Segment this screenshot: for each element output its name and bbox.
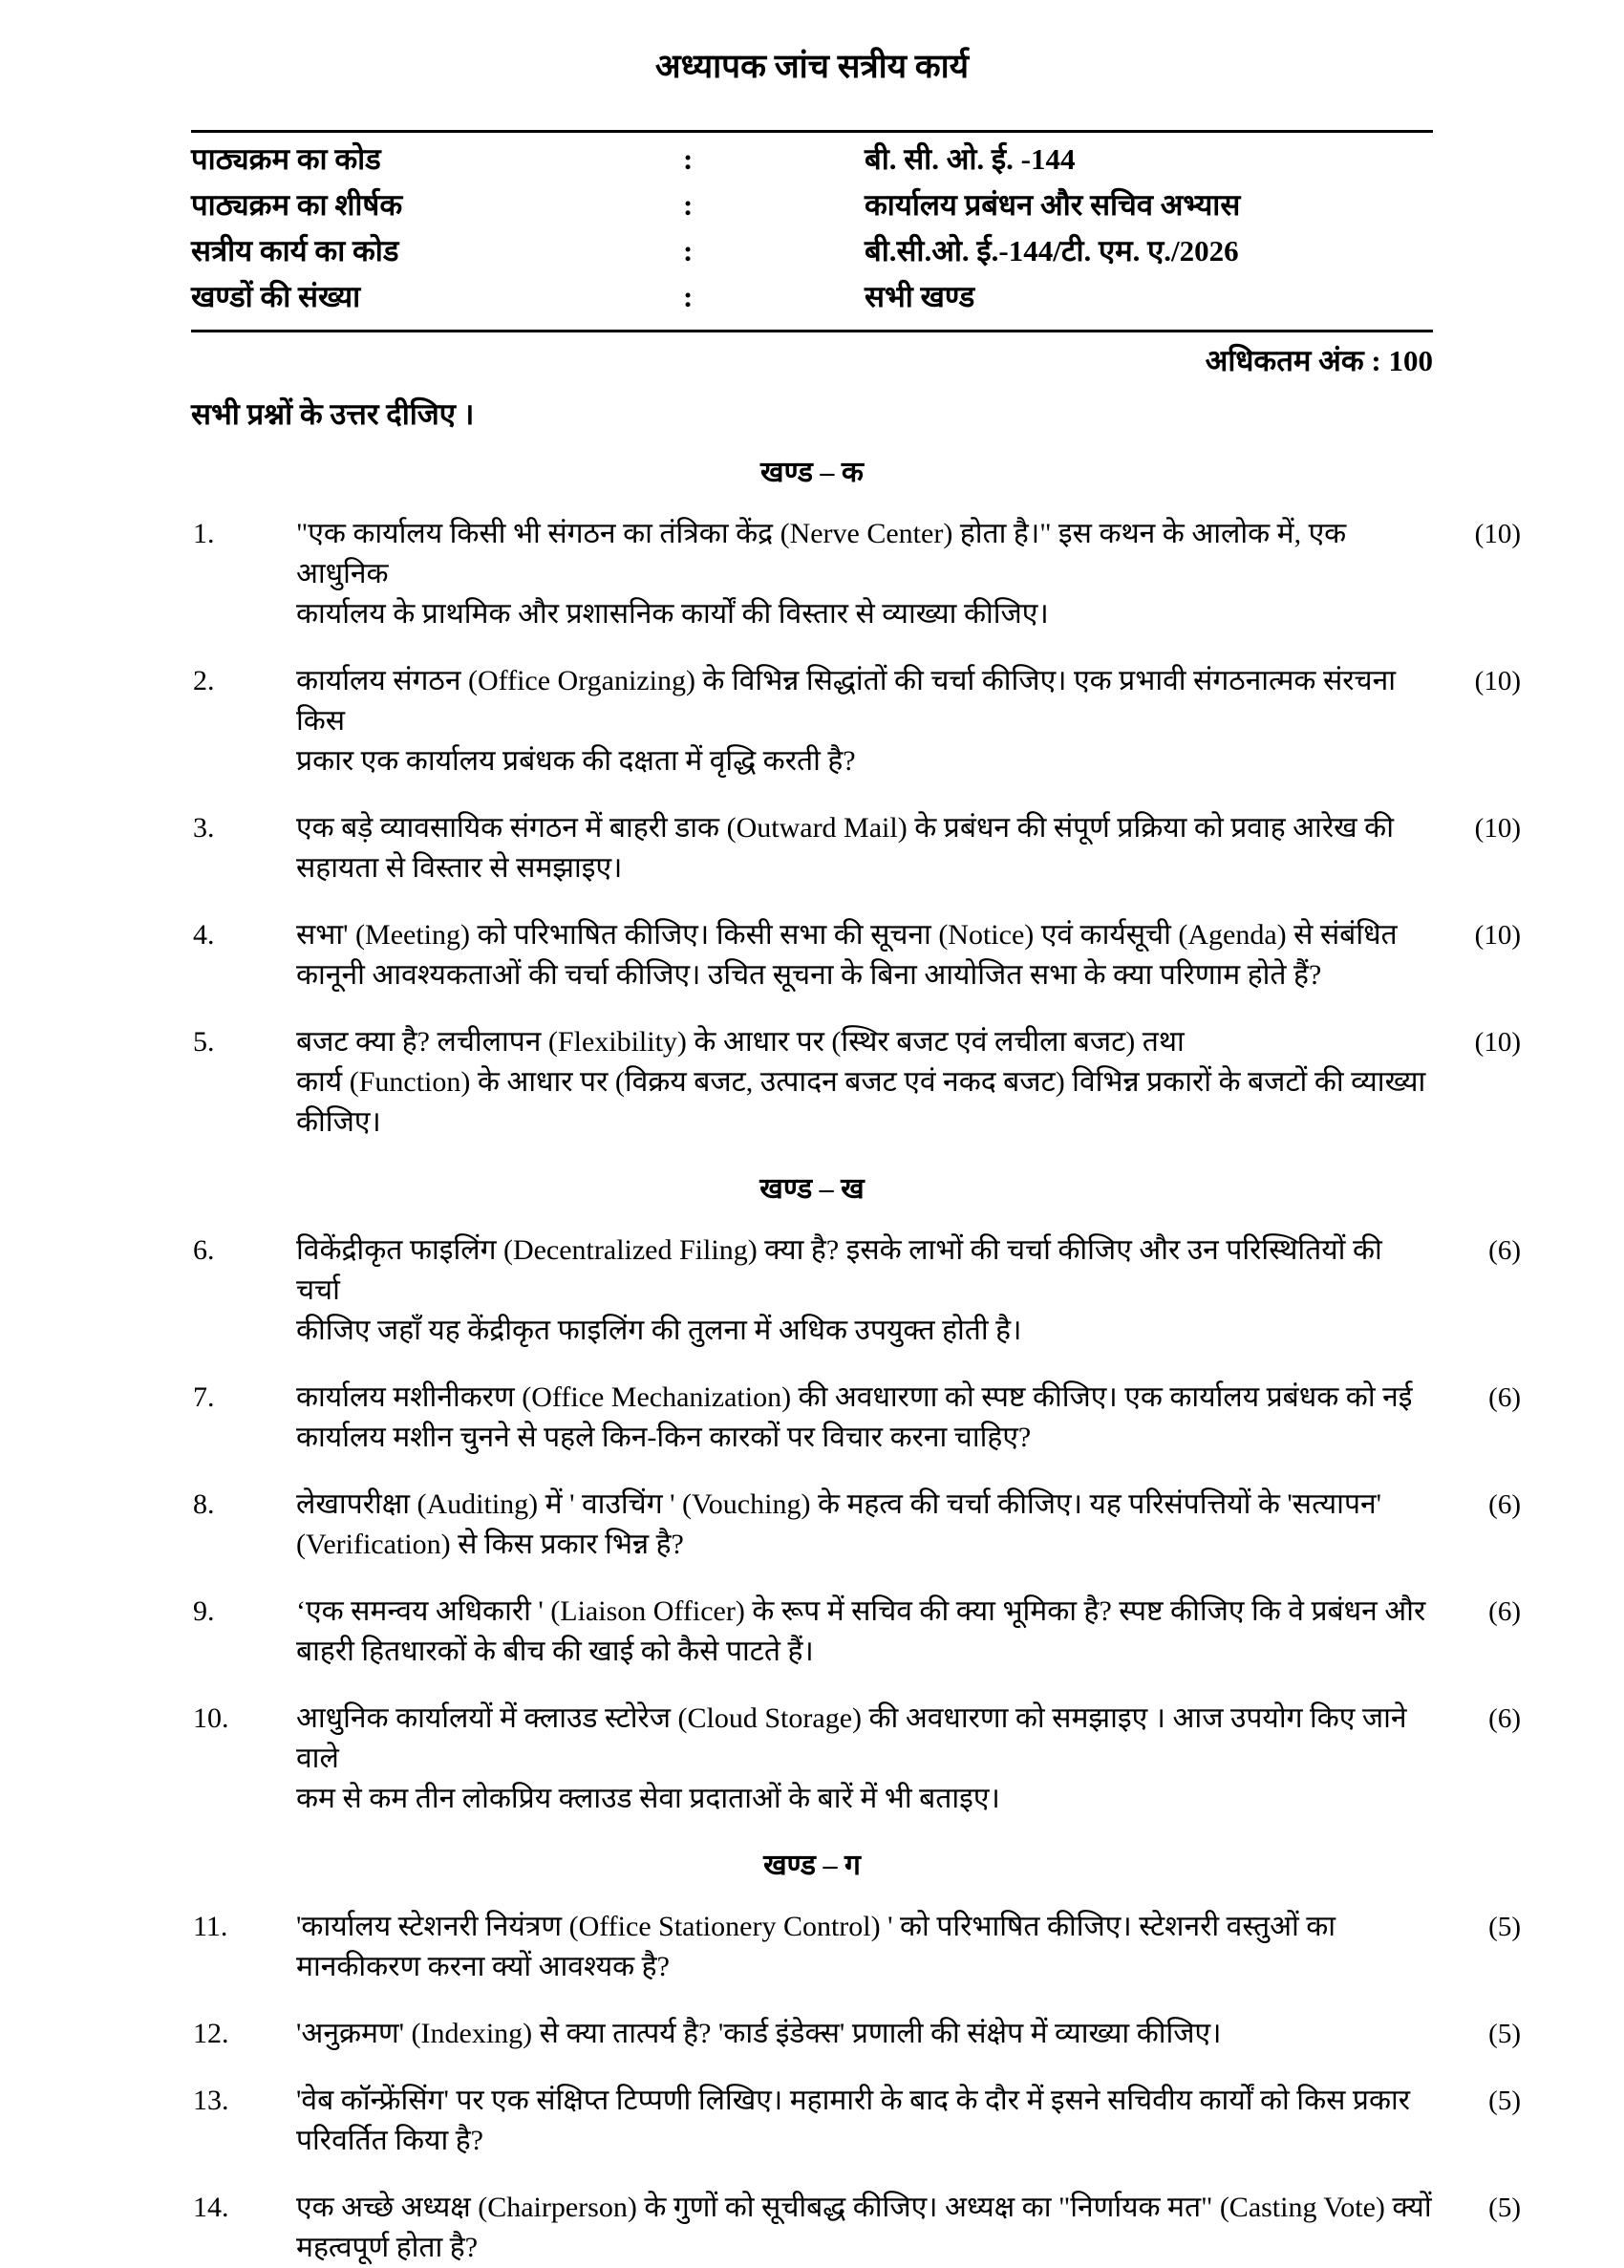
question-row	[191, 514, 1528, 634]
meta-label: पाठ्यक्रम का शीर्षक	[191, 188, 403, 222]
question-marks: (10)	[1474, 519, 1521, 549]
question-row	[191, 2014, 1528, 2054]
question-marks: (6)	[1488, 1382, 1521, 1413]
question-line: 'वेब कॉन्फ्रेंसिंग' पर एक संक्षिप्त टिप्पणी लिखिए। महामारी के बाद के दौर में इसने सचिवीय कार्यों को किस प्रकार	[296, 2085, 1411, 2116]
question-number: 5.	[193, 1026, 215, 1058]
question-number: 11.	[193, 1911, 228, 1942]
question-line: प्रकार एक कार्यालय प्रबंधक की दक्षता में वृद्धि करती है?	[296, 745, 856, 777]
question-number: 1.	[193, 518, 215, 549]
question-line: बजट क्या है? लचीलापन (Flexibility) के आधार पर (स्थिर बजट एवं लचीला बजट) तथा	[296, 1026, 1185, 1058]
meta-label: खण्डों की संख्या	[191, 280, 361, 313]
meta-value: सभी खण्ड	[865, 280, 975, 313]
question-line: सभा' (Meeting) को परिभाषित कीजिए। किसी सभा की सूचना (Notice) एवं कार्यसूची (Agenda) से संबंधित	[296, 919, 1398, 951]
question-number: 3.	[193, 812, 215, 844]
question-marks: (5)	[1488, 1912, 1521, 1942]
question-text	[296, 1378, 1433, 1458]
question-number: 13.	[193, 2085, 229, 2116]
section-header: खण्ड – क	[760, 457, 864, 488]
question-row	[191, 661, 1528, 781]
question-text	[296, 2014, 1433, 2054]
question-text	[296, 1592, 1433, 1672]
question-line: बाहरी हितधारकों के बीच की खाई को कैसे पाटते हैं।	[296, 1636, 814, 1667]
question-row	[191, 1699, 1528, 1819]
question-number: 14.	[193, 2192, 229, 2223]
question-row	[191, 1022, 1528, 1143]
question-line: कानूनी आवश्यकताओं की चर्चा कीजिए। उचित सूचना के बिना आयोजित सभा के क्या परिणाम होते हैं?	[296, 959, 1322, 991]
meta-label: सत्रीय कार्य का कोड	[191, 234, 399, 267]
question-marks: (10)	[1474, 920, 1521, 951]
question-line: (Verification) से किस प्रकार भिन्न है?	[296, 1529, 684, 1560]
question-number: 8.	[193, 1488, 215, 1520]
meta-value: बी.सी.ओ. ई.-144/टी. एम. ए./2026	[865, 234, 1239, 267]
question-marks: (5)	[1488, 2019, 1521, 2049]
question-marks: (6)	[1488, 1235, 1521, 1266]
question-line: कार्यालय के प्राथमिक और प्रशासनिक कार्यों की विस्तार से व्याख्या कीजिए।	[296, 598, 1049, 630]
question-text	[296, 1485, 1433, 1565]
question-row	[191, 1230, 1528, 1351]
question-row	[191, 1907, 1528, 1987]
question-marks: (5)	[1488, 2193, 1521, 2223]
meta-colon: :	[683, 188, 694, 222]
question-line: कार्य (Function) के आधार पर (विक्रय बजट, उत्पादन बजट एवं नकद बजट) विभिन्न प्रकारों के बजटों की व्याख्या	[296, 1066, 1426, 1098]
question-line: कार्यालय मशीन चुनने से पहले किन-किन कारकों पर विचार करना चाहिए?	[296, 1422, 1032, 1453]
question-marks: (10)	[1474, 1027, 1521, 1058]
sections	[191, 453, 1528, 2268]
question-marks: (5)	[1488, 2086, 1521, 2116]
question-line: ‘एक समन्वय अधिकारी ' (Liaison Officer) के रूप में सचिव की क्या भूमिका है? स्पष्ट कीजिए कि वे प्रबंधन और	[296, 1595, 1426, 1627]
question-row	[191, 2081, 1528, 2161]
question-row	[191, 808, 1528, 888]
meta-value: कार्यालय प्रबंधन और सचिव अभ्यास	[865, 188, 1241, 222]
question-text	[296, 1907, 1433, 1987]
question-line: कार्यालय संगठन (Office Organizing) के विभिन्न सिद्धांतों की चर्चा कीजिए। एक प्रभावी संगठनात्मक संरचना किस	[296, 665, 1396, 737]
question-row	[191, 2188, 1528, 2268]
question-number: 10.	[193, 1702, 229, 1734]
question-line: परिवर्तित किया है?	[296, 2125, 483, 2156]
section-header: खण्ड – ग	[763, 1850, 861, 1881]
question-text	[296, 1022, 1433, 1143]
question-text	[296, 1230, 1433, 1351]
meta-colon: :	[683, 142, 694, 176]
question-marks: (6)	[1488, 1703, 1521, 1734]
header-rule-bottom	[191, 330, 1433, 332]
question-line: मानकीकरण करना क्यों आवश्यक है?	[296, 1951, 670, 1982]
question-text	[296, 661, 1433, 781]
question-number: 7.	[193, 1381, 215, 1413]
question-text	[296, 2188, 1433, 2268]
question-text	[296, 514, 1433, 634]
meta-row-course-code	[191, 137, 1433, 182]
max-marks: अधिकतम अंक : 100	[1205, 344, 1433, 377]
meta-row-course-title	[191, 182, 1433, 228]
question-text	[296, 915, 1433, 995]
question-marks: (10)	[1474, 813, 1521, 844]
question-row	[191, 915, 1528, 995]
question-line: कीजिए।	[296, 1106, 381, 1138]
question-line: एक बड़े व्यावसायिक संगठन में बाहरी डाक (Outward Mail) के प्रबंधन की संपूर्ण प्रक्रिया को प्रवाह आरेख की	[296, 812, 1394, 844]
question-line: लेखापरीक्षा (Auditing) में ' वाउचिंग ' (Vouching) के महत्व की चर्चा कीजिए। यह परिसंपत्तियों के 'सत्यापन'	[296, 1488, 1382, 1520]
question-text	[296, 808, 1433, 888]
instruction: सभी प्रश्नों के उत्तर दीजिए ।	[191, 397, 475, 431]
question-number: 2.	[193, 665, 215, 696]
question-number: 12.	[193, 2018, 229, 2049]
course-meta-table	[191, 137, 1433, 320]
question-number: 6.	[193, 1234, 215, 1266]
meta-row-assignment-code	[191, 228, 1433, 274]
question-line: विकेंद्रीकृत फाइलिंग (Decentralized Filing) क्या है? इसके लाभों की चर्चा कीजिए और उन परिस्थितियों की चर्चा	[296, 1234, 1382, 1306]
question-row	[191, 1378, 1528, 1458]
question-line: 'कार्यालय स्टेशनरी नियंत्रण (Office Stationery Control) ' को परिभाषित कीजिए। स्टेशनरी वस्तुओं का	[296, 1911, 1336, 1942]
question-marks: (6)	[1488, 1489, 1521, 1520]
question-row	[191, 1485, 1528, 1565]
meta-value: बी. सी. ओ. ई. -144	[865, 142, 1076, 176]
page-title: अध्यापक जांच सत्रीय कार्य	[654, 48, 970, 85]
question-line: "एक कार्यालय किसी भी संगठन का तंत्रिका केंद्र (Nerve Center) होता है।" इस कथन के आलोक में, एक आधुनिक	[296, 518, 1347, 589]
question-line: आधुनिक कार्यालयों में क्लाउड स्टोरेज (Cloud Storage) की अवधारणा को समझाइए । आज उपयोग किए जाने वाले	[296, 1702, 1407, 1774]
meta-row-section-count	[191, 274, 1433, 320]
question-line: सहायता से विस्तार से समझाइए।	[296, 852, 623, 884]
meta-colon: :	[683, 280, 694, 313]
question-text	[296, 2081, 1433, 2161]
meta-label: पाठ्यक्रम का कोड	[191, 142, 381, 176]
question-number: 4.	[193, 919, 215, 951]
question-number: 9.	[193, 1595, 215, 1627]
question-line: कार्यालय मशीनीकरण (Office Mechanization) की अवधारणा को स्पष्ट कीजिए। एक कार्यालय प्रबंधक को नई	[296, 1381, 1413, 1413]
question-line: 'अनुक्रमण' (Indexing) से क्या तात्पर्य है? 'कार्ड इंडेक्स' प्रणाली की संक्षेप में व्याख्या कीजिए।	[296, 2018, 1222, 2049]
question-line: कम से कम तीन लोकप्रिय क्लाउड सेवा प्रदाताओं के बारें में भी बताइए।	[296, 1783, 1000, 1814]
question-line: एक अच्छे अध्यक्ष (Chairperson) के गुणों को सूचीबद्ध कीजिए। अध्यक्ष का "निर्णायक मत" (Casting Vote) क्यों	[296, 2192, 1432, 2223]
question-line: महत्वपूर्ण होता है?	[296, 2232, 479, 2263]
question-marks: (6)	[1488, 1596, 1521, 1627]
question-line: कीजिए जहाँ यह केंद्रीकृत फाइलिंग की तुलना में अधिक उपयुक्त होती है।	[296, 1315, 1022, 1346]
header-rule-top	[191, 130, 1433, 133]
meta-colon: :	[683, 234, 694, 267]
question-text	[296, 1699, 1433, 1819]
section-header: खण्ड – ख	[759, 1173, 865, 1205]
question-marks: (10)	[1474, 666, 1521, 696]
question-row	[191, 1592, 1528, 1672]
